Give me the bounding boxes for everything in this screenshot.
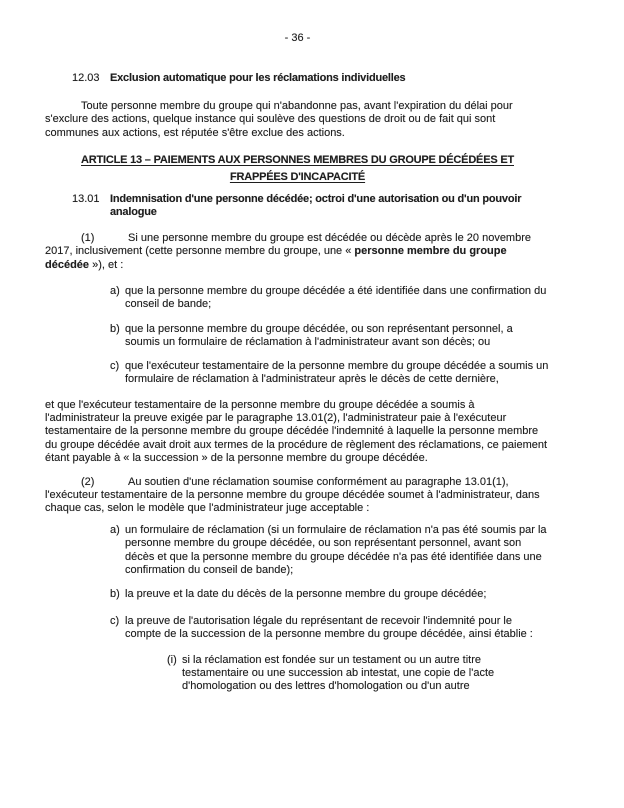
paragraph-number: (1) (81, 231, 95, 244)
list-item-text: la preuve et la date du décès de la personne membre du groupe décédée; (125, 588, 487, 601)
list-item-text: un formulaire de réclamation (si un formulaire de réclamation n'a pas été soumis par la personne membre du groupe décédée, ou son représentant personnel, avant son décès et que la personne membre du groupe décédée n'a pas été identifiée dans une confirmation du conseil de bande); (125, 523, 547, 576)
list-item-b (110, 588, 550, 601)
list-item-a (110, 524, 550, 578)
section-12-03-paragraph: Toute personne membre du groupe qui n'abandonne pas, avant l'expiration du délai pour s'exclure des actions, quelque instance qui soulève des questions de droit ou de fait qui sont communes aux actions, est réputée s'être exclue des actions. (45, 99, 513, 139)
sub-list-item-marker: (i) (167, 653, 177, 666)
section-13-01-number: 13.01 (72, 193, 100, 206)
closing-paragraph-13-01-1: et que l'exécuteur testamentaire de la personne membre du groupe décédée a soumis à l'administrateur la preuve exigée par le paragraphe 13.01(2), l'administrateur paie à l'exécuteur testamentaire de la personne membre du groupe décédée l'indemnité à laquelle la personne membre du groupe décédée avait droit aux termes de la procédure de règlement des réclamations, ce paiement étant payable à « la succession » de la personne membre du groupe décédée. (45, 398, 548, 465)
list-item-text: que la personne membre du groupe décédée, ou son représentant personnel, a soumis un formulaire de réclamation à l'administrateur avant son décès; ou (125, 322, 513, 349)
list-item-marker: c) (110, 614, 120, 627)
article-13-heading-line-2: FRAPPÉES D'INCAPACITÉ (229, 170, 366, 183)
section-13-01-title-line-1: Indemnisation d'une personne décédée; octroi d'une autorisation ou d'un pouvoir (110, 193, 522, 206)
section-13-01-title-line-2: analogue (110, 206, 157, 219)
list-item-c (110, 615, 550, 642)
sub-list-item-text: si la réclamation est fondée sur un testament ou un autre titre testamentaire ou une succession ab intestat, une copie de l'acte d'homologation ou des lettres d'homologation ou d'un autre (182, 653, 495, 693)
paragraph-13-01-1 (45, 232, 550, 272)
paragraph-number: (2) (81, 475, 95, 488)
paragraph-13-01-2 (45, 476, 550, 516)
article-13-heading-line-1: ARTICLE 13 – PAIEMENTS AUX PERSONNES MEMBRES DU GROUPE DÉCÉDÉES ET (81, 154, 514, 167)
section-12-03-heading (72, 72, 550, 85)
sub-list-item-i (167, 654, 550, 694)
article-13-heading (45, 152, 550, 185)
paragraph-text-end: »), et : (89, 258, 124, 271)
defined-term-bold: personne membre du groupe décédée (45, 245, 507, 271)
page-number: - 36 - (284, 32, 311, 44)
paragraph-text: Si une personne membre du groupe est décédée ou décède après le 20 novembre 2017, inclusivement (cette personne membre du groupe, une « (45, 231, 531, 258)
list-item-marker: b) (110, 322, 120, 335)
section-12-03-title: Exclusion automatique pour les réclamations individuelles (110, 72, 406, 85)
section-13-01-title (110, 193, 550, 220)
list-item-marker: a) (110, 523, 120, 536)
paragraph-text: Au soutien d'une réclamation soumise conformément au paragraphe 13.01(1), l'exécuteur testamentaire de la personne membre du groupe décédée soumet à l'administrateur, dans chaque cas, selon le modèle que l'administrateur juge acceptable : (45, 475, 540, 515)
list-item-a (110, 285, 550, 312)
list-item-c (110, 360, 550, 387)
list-item-text: que la personne membre du groupe décédée a été identifiée dans une confirmation du conseil de bande; (125, 285, 547, 311)
list-item-marker: b) (110, 588, 120, 601)
list-item-marker: c) (110, 359, 120, 372)
section-13-01-heading (72, 193, 550, 220)
list-item-text: que l'exécuteur testamentaire de la personne membre du groupe décédée a soumis un formulaire de réclamation à l'administrateur après le décès de cette dernière, (125, 359, 549, 386)
list-item-marker: a) (110, 285, 120, 298)
section-12-03-number: 12.03 (72, 72, 100, 85)
list-item-text: la preuve de l'autorisation légale du représentant de recevoir l'indemnité pour le compte de la succession de la personne membre du groupe décédée, ainsi établie : (125, 614, 533, 641)
list-item-b (110, 323, 550, 350)
